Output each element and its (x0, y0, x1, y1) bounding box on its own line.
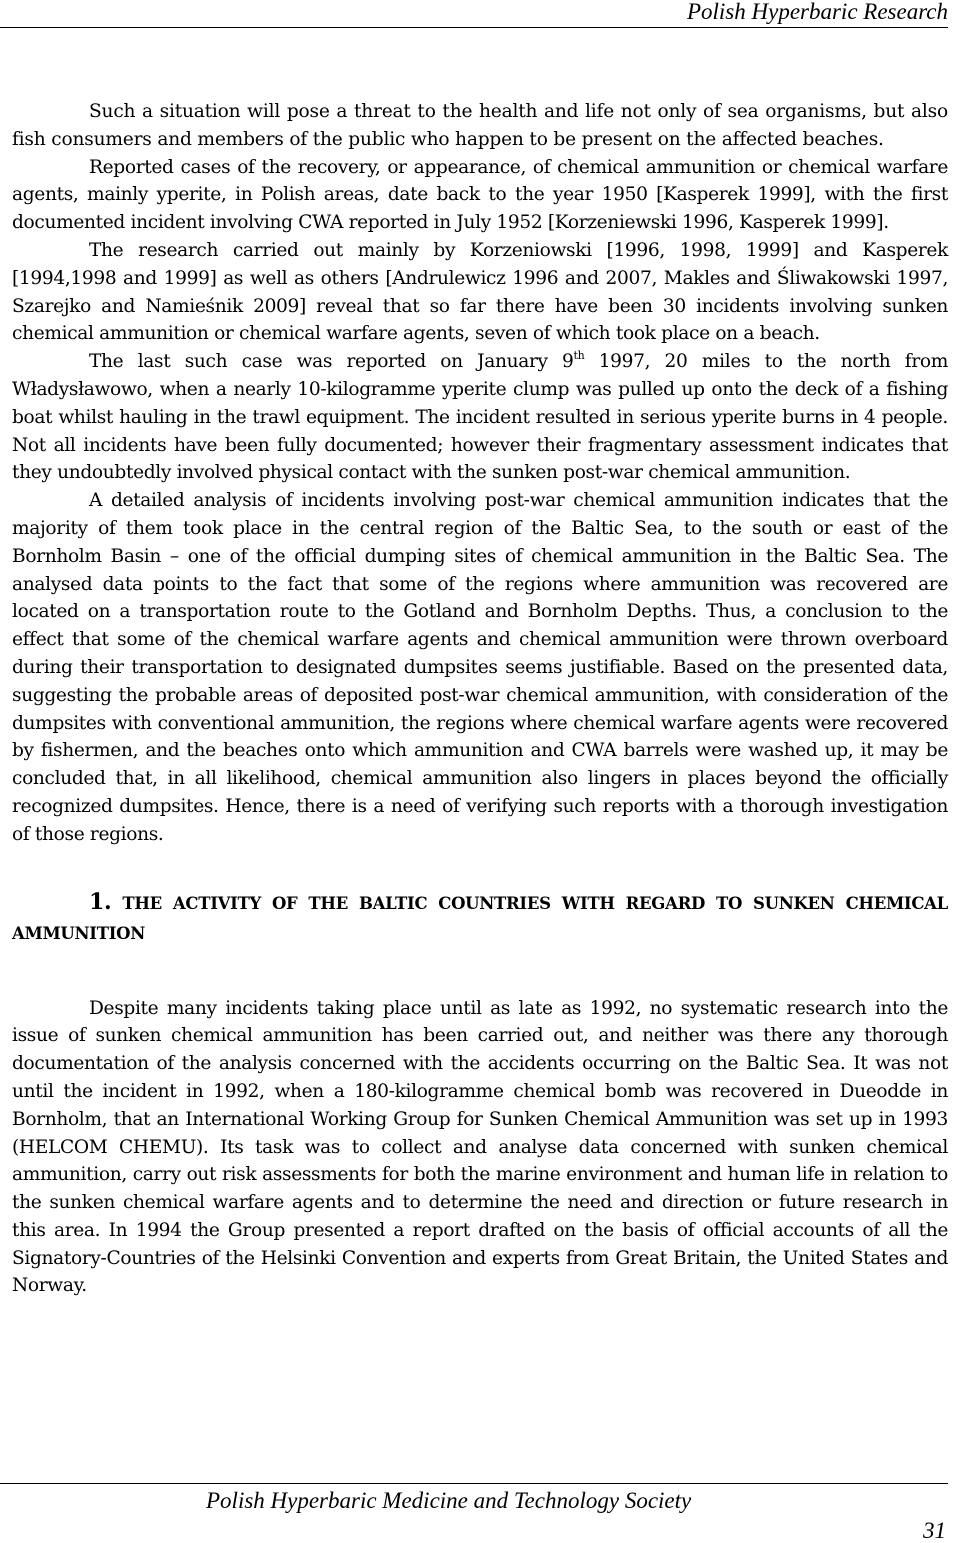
footer-divider (0, 1483, 948, 1484)
ordinal-superscript: th (573, 349, 585, 363)
paragraph: Despite many incidents taking place until as late as 1992, no systematic research into the issue of sunken chemical ammunition has been carried out, and neither was there any thorough documentation of the analysis concerned with the accidents occurring on the Baltic Sea. It was not until the incident in 1992, when a 180-kilogramme chemical bomb was recovered in Dueodde in Bornholm, that an International Working Group for Sunken Chemical Ammunition was set up in 1993 (HELCOM CHEMU). Its task was to collect and analyse data concerned with sunken chemical ammunition, carry out risk assessments for both the marine environment and human life in relation to the sunken chemical warfare agents and to determine the need and direction or future research in this area. In 1994 the Group presented a report drafted on the basis of official accounts of all the Signatory-Countries of the Helsinki Convention and experts from Great Britain, the United States and Norway. (12, 997, 948, 1297)
paragraph: Such a situation will pose a threat to the health and life not only of sea organisms, but also fish consumers and members of the public who happen to be present on the affected beaches. (12, 101, 948, 150)
running-header-title: Polish Hyperbaric Research (686, 0, 948, 24)
section-title: THE ACTIVITY OF THE BALTIC COUNTRIES WITH REGARD TO SUNKEN CHEMICAL AMMUNITION (12, 893, 948, 943)
footer-society-name: Polish Hyperbaric Medicine and Technology Society (206, 1488, 692, 1513)
section-number: 1. (89, 888, 112, 915)
article-body (12, 98, 948, 1300)
paragraph: A detailed analysis of incidents involving post-war chemical ammunition indicates that the majority of them took place in the central region of the Baltic Sea, to the south or east of the Bornholm Basin – one of the official dumping sites of chemical ammunition in the Baltic Sea. The analysed data points to the fact that some of the regions where ammunition was recovered are located on a transportation route to the Gotland and Bornholm Depths. Thus, a conclusion to the effect that some of the chemical warfare agents and chemical ammunition were thrown overboard during their transportation to designated dumpsites seems justifiable. Based on the presented data, suggesting the probable areas of deposited post-war chemical ammunition, with consideration of the dumpsites with conventional ammunition, the regions where chemical warfare agents were recovered by fishermen, and the beaches onto which ammunition and CWA barrels were washed up, it may be concluded that, in all likelihood, chemical ammunition also lingers in places beyond the officially recognized dumpsites. Hence, there is a need of verifying such reports with a thorough investigation of those regions. (12, 490, 948, 845)
paragraph-text: The last such case was reported on January 9 (89, 351, 574, 373)
paragraph: Reported cases of the recovery, or appearance, of chemical ammunition or chemical warfare agents, mainly yperite, in Polish areas, date back to the year 1950 [Kasperek 1999], with the first documented incident involving CWA reported in July 1952 [Korzeniewski 1996, Kasperek 1999]. (12, 156, 948, 234)
paragraph: The research carried out mainly by Korzeniowski [1996, 1998, 1999] and Kasperek [1994,1998 and 1999] as well as others [Andrulewicz 1996 and 2007, Makles and Śliwakowski 1997, Szarejko and Namieśnik 2009] reveal that so far there have been 30 incidents involving sunken chemical ammunition or chemical warfare agents, seven of which took place on a beach. (12, 239, 948, 345)
page-number: 31 (923, 1518, 946, 1543)
paragraph-text: 1997, 20 miles to the north from Władysławowo, when a nearly 10-kilogramme yperite clump was pulled up onto the deck of a fishing boat whilst hauling in the trawl equipment. The incident resulted in serious yperite burns in 4 people. Not all incidents have been fully documented; however their fragmentary assessment indicates that they undoubtedly involved physical contact with the sunken post-war chemical ammunition. (12, 351, 948, 484)
paragraph (12, 348, 948, 487)
page-header (0, 0, 948, 28)
section-heading (12, 887, 948, 949)
